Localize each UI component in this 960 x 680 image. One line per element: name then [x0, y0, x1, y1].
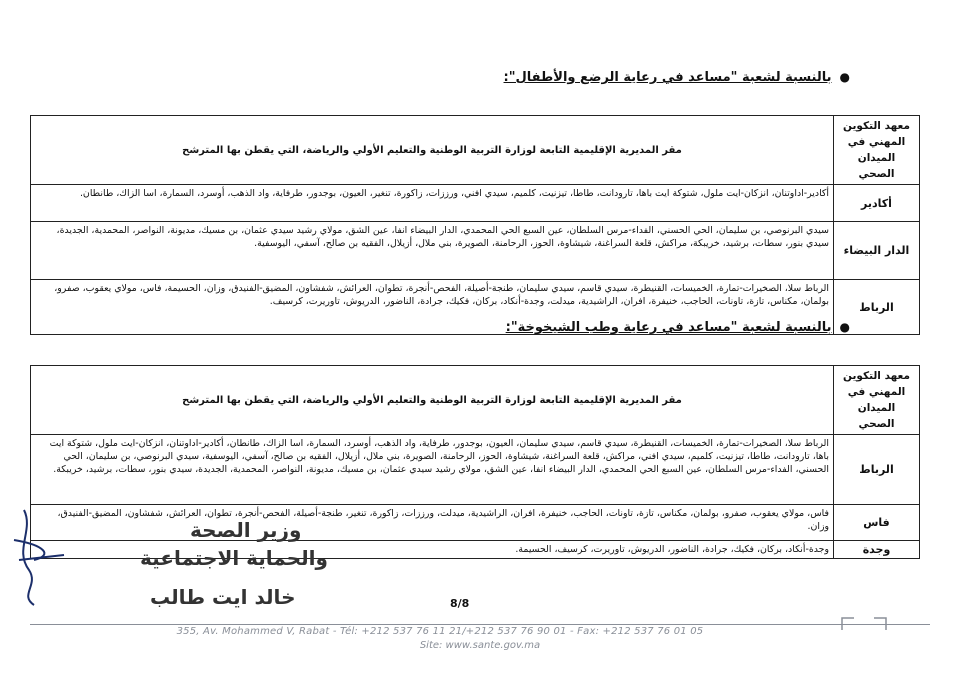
section1-heading-text: بالنسبة لشعبة "مساعد في رعاية الرضع والأطفال":	[503, 70, 832, 85]
table-row	[31, 505, 920, 541]
section2-heading-text: بالنسبة لشعبة "مساعد في رعاية وطب الشيخوخة":	[505, 320, 832, 335]
city-cell: الدار البيضاء	[834, 222, 920, 280]
section2-table	[30, 365, 920, 559]
header-institute: معهد التكوين المهني في الميدان الصحي	[834, 366, 920, 435]
table-row	[31, 222, 920, 280]
minister-name: خالد ايت طالب	[150, 585, 296, 609]
ministry-logo-icon	[840, 616, 888, 642]
section2-heading	[506, 320, 850, 335]
directorates-cell: سيدي البرنوصي، بن سليمان، الحي الحسني، الفداء-مرس السلطان، عين السبع الحي المحمدي، الدار البيضاء انفا، عين الشق، مولاي رشيد سيدي عثمان، بن مسيك، مديونة، النواصر، المحمدية، الجديدة، سيدي بنور، سطات، برشيد، خريبكة، مراكش، قلعة السراغنة، شيشاوة، الحوز، الرحامنة، الصويرة، بني ملال، أزيلال، الفقيه بن صالح، آسفي، اليوسفية.	[31, 222, 834, 280]
bullet-icon: ●	[839, 70, 850, 84]
bullet-icon: ●	[839, 320, 850, 334]
signature-scribble	[4, 500, 84, 610]
page-number: 8/8	[450, 597, 470, 610]
directorates-cell: الرباط سلا، الصخيرات-تمارة، الخميسات، القنيطرة، سيدي قاسم، سيدي سليمان، طنجة-أصيلة، الفحص-أنجرة، تطوان، العرائش، شفشاون، المضيق-الفنيدق، وزان، الحسيمة، فاس، مولاي يعقوب، صفرو، بولمان، مكناس، تازة، تاونات، الحاجب، خنيفرة، افران، الراشيدية، ميدلت، وجدة-أنكاد، بركان، فكيك، جرادة، الناضور، الدريوش، تاوريرت، كرسيف.	[31, 280, 834, 335]
city-cell: الرباط	[834, 280, 920, 335]
city-cell: أكادير	[834, 185, 920, 222]
header-institute: معهد التكوين المهني في الميدان الصحي	[834, 116, 920, 185]
city-cell: الرباط	[834, 435, 920, 505]
city-cell: وجدة	[834, 541, 920, 559]
section1-table	[30, 115, 920, 335]
header-directorates: مقر المديرية الإقليمية التابعة لوزارة التربية الوطنية والتعليم الأولي والرياضة، التي يقطن بها المترشح	[31, 116, 834, 185]
section1-heading	[504, 70, 850, 85]
directorates-cell: الرباط سلا، الصخيرات-تمارة، الخميسات، القنيطرة، سيدي قاسم، سيدي سليمان، العيون، بوجدور، طرفاية، واد الذهب، أوسرد، السمارة، اسا الزاك، طانطان، أكادير-اداوتنان، انزكان-ايت ملول، شتوكة ايت باها، تارودانت، طاطا، تيزنيت، كلميم، سيدي افني، مراكش، قلعة السراغنة، شيشاوة، الحوز، الرحامنة، الصويرة، بني ملال، أزيلال، الفقيه بن صالح، آسفي، اليوسفية، سيدي البرنوصي، بن سليمان، الحي الحسني، الفداء-مرس السلطان، عين السبع الحي المحمدي، الدار البيضاء انفا، عين الشق، مولاي رشيد سيدي عثمان، بن مسيك، مديونة، النواصر، المحمدية، الجديدة، سيدي بنور، سطات، برشيد، خريبكة.	[31, 435, 834, 505]
table-row	[31, 435, 920, 505]
footer-site: Site: www.sante.gov.ma	[419, 640, 541, 651]
directorates-cell: وجدة-أنكاد، بركان، فكيك، جرادة، الناضور، الدريوش، تاوريرت، كرسيف، الحسيمة.	[31, 541, 834, 559]
footer-divider	[30, 624, 930, 625]
table-header-row	[31, 116, 920, 185]
header-directorates: مقر المديرية الإقليمية التابعة لوزارة التربية الوطنية والتعليم الأولي والرياضة، التي يقطن بها المترشح	[31, 366, 834, 435]
table-row	[31, 185, 920, 222]
footer-address: 355, Av. Mohammed V, Rabat - Tél: +212 537 76 11 21/+212 537 76 90 01 - Fax: +212 537 76 01 05	[176, 626, 704, 637]
directorates-cell: فاس، مولاي يعقوب، صفرو، بولمان، مكناس، تازة، تاونات، الحاجب، خنيفرة، افران، الراشيدية، ميدلت، ورززات، زاكورة، تنغير، طنجة-أصيلة، الفحص-أنجرة، تطوان، العرائش، شفشاون، المضيق-الفنيدق، وزان.	[31, 505, 834, 541]
minister-title-line2: والحماية الاجتماعية	[140, 546, 328, 570]
directorates-cell: أكادير-اداوتنان، انزكان-ايت ملول، شتوكة ايت باها، تارودانت، طاطا، تيزنيت، كلميم، سيدي افني، ورززات، زاكورة، تنغير، العيون، بوجدور، طرفاية، واد الذهب، أوسرد، السمارة، اسا الزاك، طانطان.	[31, 185, 834, 222]
minister-title-line1: وزير الصحة	[190, 518, 302, 542]
city-cell: فاس	[834, 505, 920, 541]
table-header-row	[31, 366, 920, 435]
